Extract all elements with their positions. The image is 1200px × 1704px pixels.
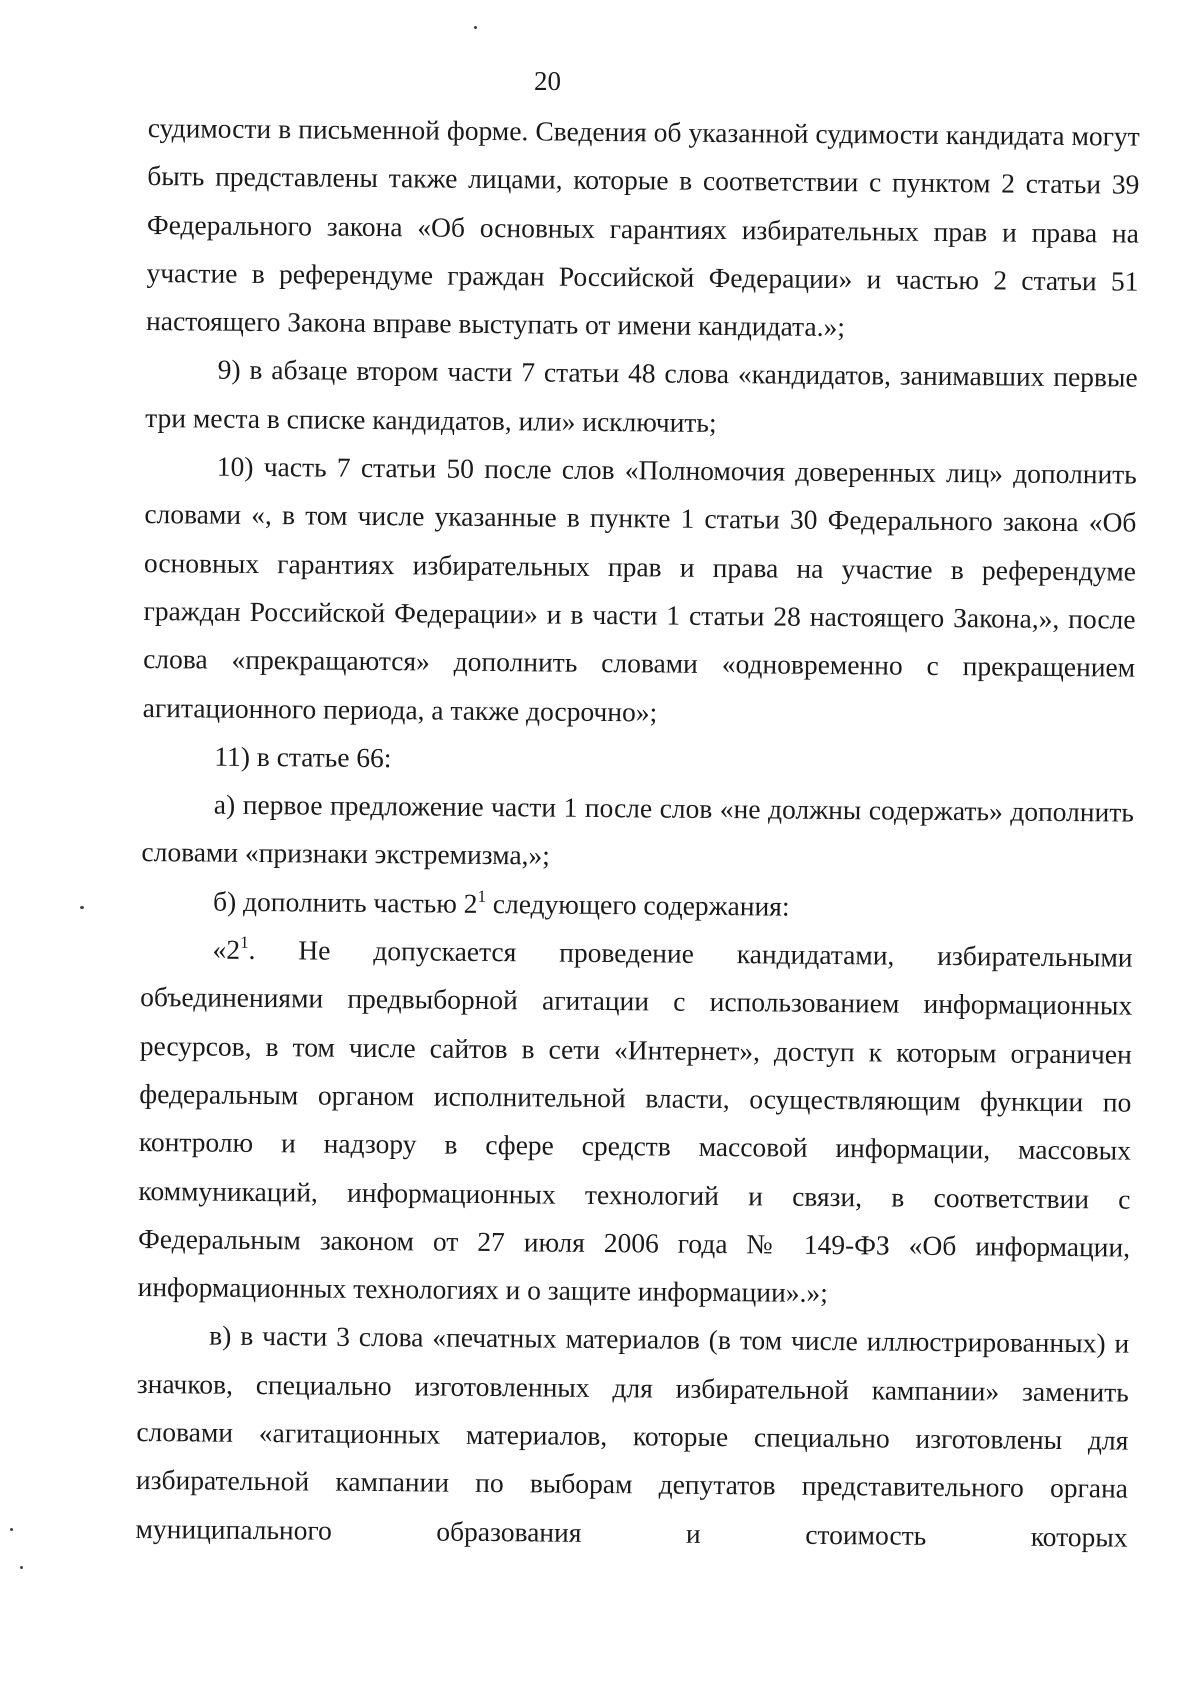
paragraph-item-9: 9) в абзаце втором части 7 статьи 48 слова «кандидатов, занимавших первые три места в списке кандидатов, или» исключить; <box>145 354 1138 438</box>
superscript-index: 1 <box>240 932 249 952</box>
paragraph-2-1-text-after: . Не допускается проведение кандидатами, избирательными объединениями предвыборной агитации с использованием информационных ресурсов, в том числе сайтов в сети «Интернет», доступ к которым ограничен федеральным органом исполнительной власти, осуществляющим функции по контролю и надзору в сфере средств массовой информации, массовых коммуникаций, информационных технологий и связи, в соответствии с Федеральным законом от 27 июля 2006 года № 149-ФЗ «Об информации, информационных технологиях и о защите информации».»; <box>137 933 1133 1309</box>
paragraph-2-1-text-before: «2 <box>212 933 241 965</box>
scan-speck <box>80 906 84 909</box>
paragraph-criminal-record-continuation: судимости в письменной форме. Сведения об указанной судимости кандидата могут быть представлены также лицами, которые в соответствии с пунктом 2 статьи 39 Федерального закона «Об основных гарантиях избирательных прав и права на участие в референдуме граждан Российской Федерации» и частью 2 статьи 51 настоящего Закона вправе выступать от имени кандидата.»; <box>145 111 1140 343</box>
superscript-index: 1 <box>477 886 487 906</box>
document-body <box>135 104 1140 1562</box>
paragraph-part-2-1 <box>137 925 1132 1320</box>
page-number: 20 <box>534 66 561 96</box>
paragraph-item-11: 11) в статье 66: <box>214 740 392 774</box>
paragraph-item-11v: в) в части 3 слова «печатных материалов (в том числе иллюстрированных) и значков, специально изготовленных для избирательной кампании» заменить словами «агитационных материалов, которые специально изготовлены для избирательной кампании по выборам депутатов представительного органа муниципального образования и стоимость которых <box>135 1320 1130 1553</box>
paragraph-11b-text-after: следующего содержания: <box>485 887 790 922</box>
paragraph-item-11a: а) первое предложение части 1 после слов «не должны содержать» дополнить словами «признаки экстремизма,»; <box>141 788 1134 871</box>
paragraph-item-10: 10) часть 7 статьи 50 после слов «Полномочия доверенных лиц» дополнить словами «, в том числе указанные в пункте 1 статьи 30 Федерального закона «Об основных гарантиях избирательных прав и права на участие в референдуме граждан Российской Федерации» и в части 1 статьи 28 настоящего Закона,», после слова «прекращаются» дополнить словами «одновременно с прекращением агитационного периода, а также досрочно»; <box>142 450 1137 728</box>
scan-speck <box>474 26 477 29</box>
scan-speck <box>10 1528 13 1531</box>
scan-speck <box>20 1566 23 1569</box>
paragraph-item-11b <box>141 877 1133 934</box>
paragraph-11b-text-before: б) дополнить частью 2 <box>212 885 478 919</box>
